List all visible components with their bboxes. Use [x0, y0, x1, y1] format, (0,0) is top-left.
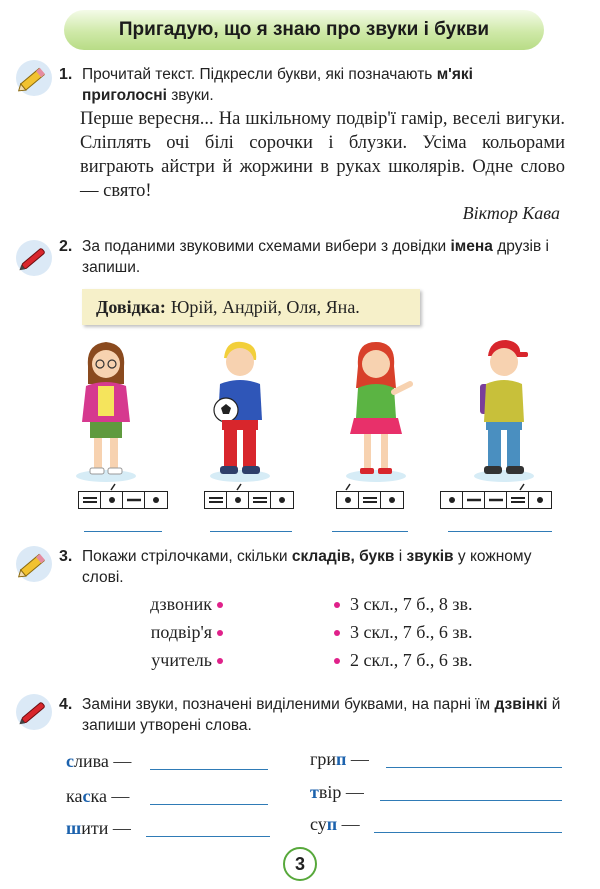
girl-glasses-illustration: [66, 336, 146, 484]
word-dot-3[interactable]: [217, 658, 223, 664]
answer-line-2[interactable]: [210, 531, 292, 532]
option-2: 3 скл., 7 б., 6 зв.: [350, 622, 473, 642]
task1-instruction: Прочитай текст. Підкресли букви, які позначають м'які приголосні звуки.: [82, 66, 473, 104]
word-dot-2[interactable]: [217, 630, 223, 636]
option-dot-1[interactable]: [334, 602, 340, 608]
task1-text: Перше вересня... На шкільному подвір'ї гамір, веселі вигуки. Сліплять очі білі сорочки і блузки. Усіма кольорами виграють айстри й жоржини в руках школярів. Одне слово — свято!: [80, 109, 565, 201]
sound-scheme-2: [204, 491, 294, 509]
answer-line-1[interactable]: [84, 531, 162, 532]
option-dot-2[interactable]: [334, 630, 340, 636]
task2-instruction: За поданими звуковими схемами вибери з довідки імена друзів і запиши.: [82, 238, 549, 276]
pencil-icon: [14, 58, 54, 98]
option-3: 2 скл., 7 б., 6 зв.: [350, 650, 473, 670]
word-hryp: грип —: [310, 749, 369, 769]
reference-names: Юрій, Андрій, Оля, Яна.: [170, 296, 360, 317]
task2-number: 2.: [59, 238, 73, 255]
word-sup: суп —: [310, 814, 360, 834]
stress-mark-1: [109, 483, 117, 491]
word-slyva: слива —: [66, 751, 132, 771]
reference-label: Довідка:: [96, 296, 166, 317]
reference-box: [82, 289, 420, 325]
stress-mark-4: [518, 483, 526, 491]
sound-scheme-1: [78, 491, 168, 509]
answer-shyty[interactable]: [146, 836, 270, 837]
word-uchytel: учитель: [151, 650, 212, 670]
page-number: 3: [283, 847, 317, 881]
task1-number: 1.: [59, 66, 73, 83]
boy-ball-illustration: [200, 336, 280, 484]
answer-tvir[interactable]: [380, 800, 562, 801]
task1-author: Віктор Кава: [462, 203, 560, 223]
answer-sup[interactable]: [374, 832, 562, 833]
stress-mark-3: [344, 483, 352, 491]
word-shyty: шити —: [66, 818, 131, 838]
sound-scheme-3: [336, 491, 404, 509]
boy-cap-illustration: [464, 336, 544, 484]
task4-number: 4.: [59, 696, 73, 713]
word-podvirya: подвір'я: [150, 622, 212, 642]
answer-hryp[interactable]: [386, 767, 562, 768]
girl-red-hair-illustration: [336, 336, 416, 484]
task3-number: 3.: [59, 548, 73, 565]
word-dzvonyk: дзвоник: [150, 594, 212, 614]
pen-icon: [14, 692, 54, 732]
answer-slyva[interactable]: [150, 769, 268, 770]
option-dot-3[interactable]: [334, 658, 340, 664]
sound-scheme-4: [440, 491, 552, 509]
answer-kaska[interactable]: [150, 804, 268, 805]
page-title: Пригадую, що я знаю про звуки і букви: [118, 19, 490, 40]
pen-icon: [14, 238, 54, 278]
word-tvir: твір —: [310, 782, 364, 802]
answer-line-3[interactable]: [332, 531, 408, 532]
answer-line-4[interactable]: [448, 531, 552, 532]
stress-mark-2: [235, 483, 243, 491]
word-kaska: каска —: [66, 786, 130, 806]
task3-instruction: Покажи стрілочками, скільки складів, букв і звуків у кожному слові.: [82, 548, 532, 586]
page-title-bar: [64, 10, 544, 50]
word-dot-1[interactable]: [217, 602, 223, 608]
option-1: 3 скл., 7 б., 8 зв.: [350, 594, 473, 614]
task4-instruction: Заміни звуки, позначені виділеними буквами, на парні їм дзвінкі й запиши утворені слова.: [82, 696, 561, 734]
pencil-icon: [14, 544, 54, 584]
